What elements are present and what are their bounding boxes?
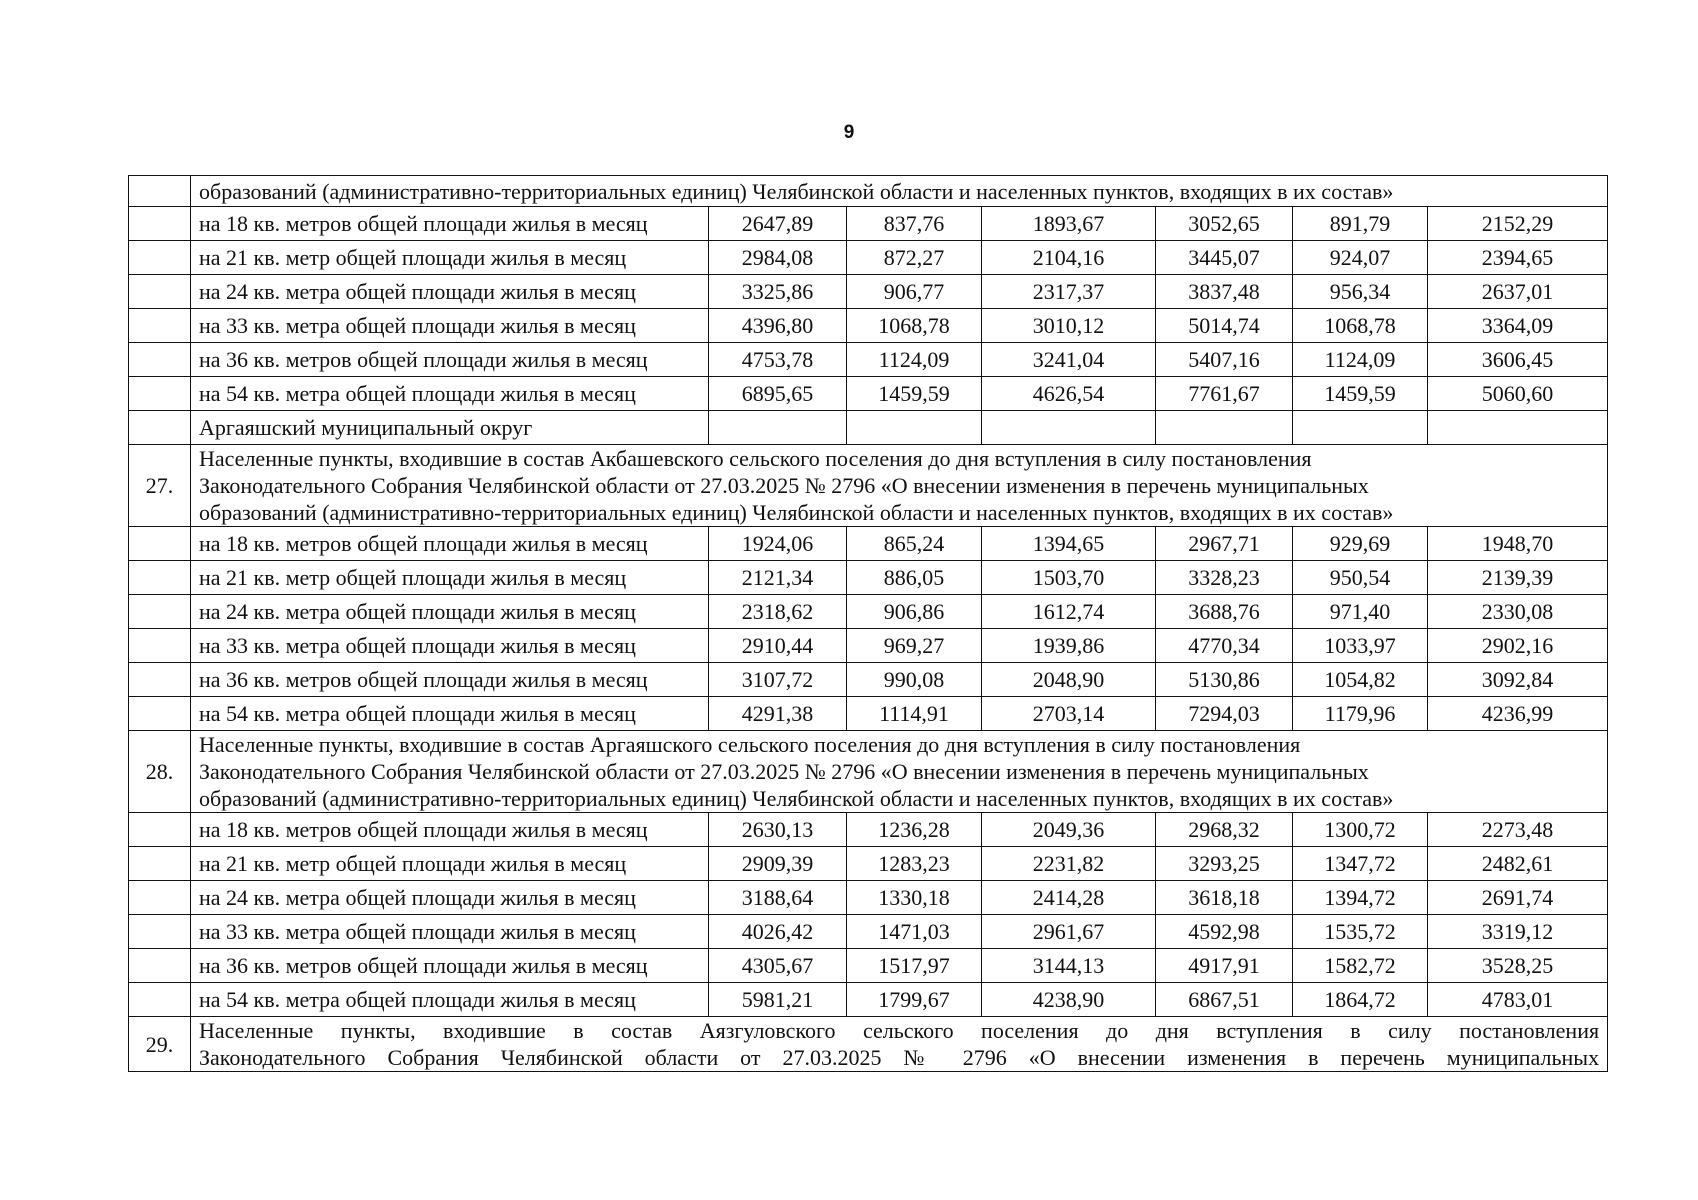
table-row [129,847,1608,881]
row-label: на 21 кв. метр общей площади жилья в месяц [191,241,709,275]
value-cell: 924,07 [1293,241,1428,275]
value-cell: 1394,72 [1293,881,1428,915]
value-cell: 2647,89 [709,207,847,241]
row-number-cell [129,983,191,1017]
value-cell: 1471,03 [847,915,982,949]
table-row [129,697,1608,731]
value-cell [982,411,1156,445]
tariff-table [128,175,1608,1072]
table-row [129,527,1608,561]
row-number-cell [129,275,191,309]
row-number-cell [129,309,191,343]
value-cell: 3319,12 [1428,915,1608,949]
value-cell: 2968,32 [1156,813,1293,847]
value-cell: 1394,65 [982,527,1156,561]
value-cell: 969,27 [847,629,982,663]
continuation-row [129,176,1608,207]
value-cell: 4626,54 [982,377,1156,411]
row-label: на 18 кв. метров общей площади жилья в месяц [191,207,709,241]
value-cell: 2910,44 [709,629,847,663]
value-cell: 2318,62 [709,595,847,629]
value-cell: 3328,23 [1156,561,1293,595]
value-cell: 2104,16 [982,241,1156,275]
section-number: 29. [129,1017,191,1072]
value-cell: 2121,34 [709,561,847,595]
table-row [129,949,1608,983]
row-label: на 36 кв. метров общей площади жилья в месяц [191,343,709,377]
value-cell: 2048,90 [982,663,1156,697]
value-cell: 7294,03 [1156,697,1293,731]
row-number-cell [129,847,191,881]
value-cell: 2273,48 [1428,813,1608,847]
row-label: на 36 кв. метров общей площади жилья в месяц [191,663,709,697]
value-cell: 4770,34 [1156,629,1293,663]
row-number-cell [129,207,191,241]
value-cell: 1459,59 [847,377,982,411]
value-cell: 3688,76 [1156,595,1293,629]
row-label: на 24 кв. метра общей площади жилья в месяц [191,275,709,309]
value-cell: 2394,65 [1428,241,1608,275]
row-label: на 24 кв. метра общей площади жилья в месяц [191,881,709,915]
value-cell: 2317,37 [982,275,1156,309]
value-cell: 891,79 [1293,207,1428,241]
row-number-cell [129,411,191,445]
description-line: образований (административно-территориальных единиц) Челябинской области и населенных пунктов, входящих в их состав» [199,500,1394,525]
description-line: Населенные пункты, входившие в состав Аязгуловского сельского поселения до дня вступления в силу постановления [199,1018,1600,1043]
row-label: на 54 кв. метра общей площади жилья в месяц [191,697,709,731]
value-cell: 1124,09 [847,343,982,377]
row-number-cell [129,241,191,275]
value-cell: 5981,21 [709,983,847,1017]
row-label: на 33 кв. метра общей площади жилья в месяц [191,309,709,343]
row-number-cell [129,915,191,949]
row-label: на 54 кв. метра общей площади жилья в месяц [191,983,709,1017]
row-number-cell [129,176,191,207]
description-line: Населенные пункты, входившие в состав Акбашевского сельского поселения до дня вступления в силу постановления [199,446,1312,471]
value-cell: 2139,39 [1428,561,1608,595]
value-cell: 5060,60 [1428,377,1608,411]
value-cell: 3144,13 [982,949,1156,983]
description-line: Населенные пункты, входившие в состав Аргаяшского сельского поселения до дня вступления в силу постановления [199,732,1301,757]
value-cell: 3293,25 [1156,847,1293,881]
value-cell: 956,34 [1293,275,1428,309]
value-cell: 4305,67 [709,949,847,983]
value-cell: 4291,38 [709,697,847,731]
value-cell: 1459,59 [1293,377,1428,411]
value-cell: 2902,16 [1428,629,1608,663]
row-label: на 21 кв. метр общей площади жилья в месяц [191,847,709,881]
value-cell: 1612,74 [982,595,1156,629]
value-cell [709,411,847,445]
row-number-cell [129,663,191,697]
value-cell: 1347,72 [1293,847,1428,881]
value-cell: 3010,12 [982,309,1156,343]
row-label: на 33 кв. метра общей площади жилья в месяц [191,629,709,663]
value-cell: 2967,71 [1156,527,1293,561]
value-cell: 2630,13 [709,813,847,847]
value-cell: 3618,18 [1156,881,1293,915]
row-number-cell [129,561,191,595]
value-cell: 7761,67 [1156,377,1293,411]
row-label: на 18 кв. метров общей площади жилья в месяц [191,527,709,561]
value-cell: 2414,28 [982,881,1156,915]
value-cell: 1864,72 [1293,983,1428,1017]
table-row [129,813,1608,847]
row-label: на 33 кв. метра общей площади жилья в месяц [191,915,709,949]
section-header-row [129,445,1608,527]
value-cell: 3052,65 [1156,207,1293,241]
value-cell: 906,86 [847,595,982,629]
table-row [129,275,1608,309]
section-number: 27. [129,445,191,527]
value-cell: 2691,74 [1428,881,1608,915]
value-cell: 950,54 [1293,561,1428,595]
value-cell: 3364,09 [1428,309,1608,343]
row-number-cell [129,881,191,915]
value-cell [1156,411,1293,445]
row-number-cell [129,527,191,561]
value-cell: 1582,72 [1293,949,1428,983]
row-number-cell [129,595,191,629]
value-cell: 6867,51 [1156,983,1293,1017]
value-cell: 3241,04 [982,343,1156,377]
page-number: 9 [843,122,855,143]
value-cell: 1517,97 [847,949,982,983]
row-number-cell [129,343,191,377]
value-cell: 4026,42 [709,915,847,949]
section-number: 28. [129,731,191,813]
value-cell: 886,05 [847,561,982,595]
value-cell: 3606,45 [1428,343,1608,377]
value-cell [1293,411,1428,445]
value-cell: 1179,96 [1293,697,1428,731]
table-row [129,881,1608,915]
value-cell: 2909,39 [709,847,847,881]
value-cell: 5014,74 [1156,309,1293,343]
value-cell: 4753,78 [709,343,847,377]
row-label: на 21 кв. метр общей площади жилья в месяц [191,561,709,595]
value-cell: 2231,82 [982,847,1156,881]
description-line: Законодательного Собрания Челябинской области от 27.03.2025 № 2796 «О внесении изменения в перечень муниципальных [199,1045,1600,1070]
value-cell: 5130,86 [1156,663,1293,697]
value-cell: 929,69 [1293,527,1428,561]
value-cell: 2049,36 [982,813,1156,847]
district-name: Аргаяшский муниципальный округ [191,411,709,445]
continuation-text: образований (административно-территориальных единиц) Челябинской области и населенных пунктов, входящих в их состав» [191,176,1608,207]
row-number-cell [129,949,191,983]
description-line: Законодательного Собрания Челябинской области от 27.03.2025 № 2796 «О внесении изменения в перечень муниципальных [199,759,1369,784]
value-cell: 1114,91 [847,697,982,731]
value-cell: 1330,18 [847,881,982,915]
value-cell: 971,40 [1293,595,1428,629]
value-cell: 4236,99 [1428,697,1608,731]
section-description [191,731,1608,813]
value-cell: 1283,23 [847,847,982,881]
value-cell: 3837,48 [1156,275,1293,309]
value-cell: 3107,72 [709,663,847,697]
value-cell: 2984,08 [709,241,847,275]
table-row [129,915,1608,949]
value-cell: 3092,84 [1428,663,1608,697]
table-row [129,309,1608,343]
value-cell: 3445,07 [1156,241,1293,275]
value-cell [847,411,982,445]
table-row [129,983,1608,1017]
value-cell [1428,411,1608,445]
value-cell: 4592,98 [1156,915,1293,949]
table-row [129,241,1608,275]
table-row [129,595,1608,629]
value-cell: 2703,14 [982,697,1156,731]
section-description [191,445,1608,527]
value-cell: 6895,65 [709,377,847,411]
table-body [129,176,1608,1072]
row-label: на 24 кв. метра общей площади жилья в месяц [191,595,709,629]
section-header-row [129,731,1608,813]
value-cell: 1535,72 [1293,915,1428,949]
value-cell: 906,77 [847,275,982,309]
value-cell: 2482,61 [1428,847,1608,881]
section-description [191,1017,1608,1072]
table-row [129,343,1608,377]
value-cell: 1236,28 [847,813,982,847]
value-cell: 1939,86 [982,629,1156,663]
table-row [129,207,1608,241]
value-cell: 1300,72 [1293,813,1428,847]
row-number-cell [129,813,191,847]
value-cell: 3528,25 [1428,949,1608,983]
value-cell: 3325,86 [709,275,847,309]
section-header-row [129,1017,1608,1072]
value-cell: 1948,70 [1428,527,1608,561]
value-cell: 1054,82 [1293,663,1428,697]
value-cell: 3188,64 [709,881,847,915]
row-label: на 36 кв. метров общей площади жилья в месяц [191,949,709,983]
value-cell: 1893,67 [982,207,1156,241]
value-cell: 837,76 [847,207,982,241]
value-cell: 2152,29 [1428,207,1608,241]
value-cell: 5407,16 [1156,343,1293,377]
value-cell: 4917,91 [1156,949,1293,983]
value-cell: 1033,97 [1293,629,1428,663]
description-line: Законодательного Собрания Челябинской области от 27.03.2025 № 2796 «О внесении изменения в перечень муниципальных [199,473,1369,498]
value-cell: 2961,67 [982,915,1156,949]
district-row [129,411,1608,445]
table-row [129,377,1608,411]
value-cell: 1503,70 [982,561,1156,595]
value-cell: 1068,78 [1293,309,1428,343]
row-number-cell [129,629,191,663]
table-row [129,629,1608,663]
value-cell: 1799,67 [847,983,982,1017]
table-row [129,663,1608,697]
row-number-cell [129,377,191,411]
table-row [129,561,1608,595]
value-cell: 4238,90 [982,983,1156,1017]
value-cell: 872,27 [847,241,982,275]
value-cell: 1924,06 [709,527,847,561]
value-cell: 990,08 [847,663,982,697]
value-cell: 1124,09 [1293,343,1428,377]
row-number-cell [129,697,191,731]
row-label: на 18 кв. метров общей площади жилья в месяц [191,813,709,847]
value-cell: 4783,01 [1428,983,1608,1017]
value-cell: 2637,01 [1428,275,1608,309]
value-cell: 4396,80 [709,309,847,343]
value-cell: 1068,78 [847,309,982,343]
row-label: на 54 кв. метра общей площади жилья в месяц [191,377,709,411]
value-cell: 2330,08 [1428,595,1608,629]
value-cell: 865,24 [847,527,982,561]
description-line: образований (административно-территориальных единиц) Челябинской области и населенных пунктов, входящих в их состав» [199,786,1394,811]
